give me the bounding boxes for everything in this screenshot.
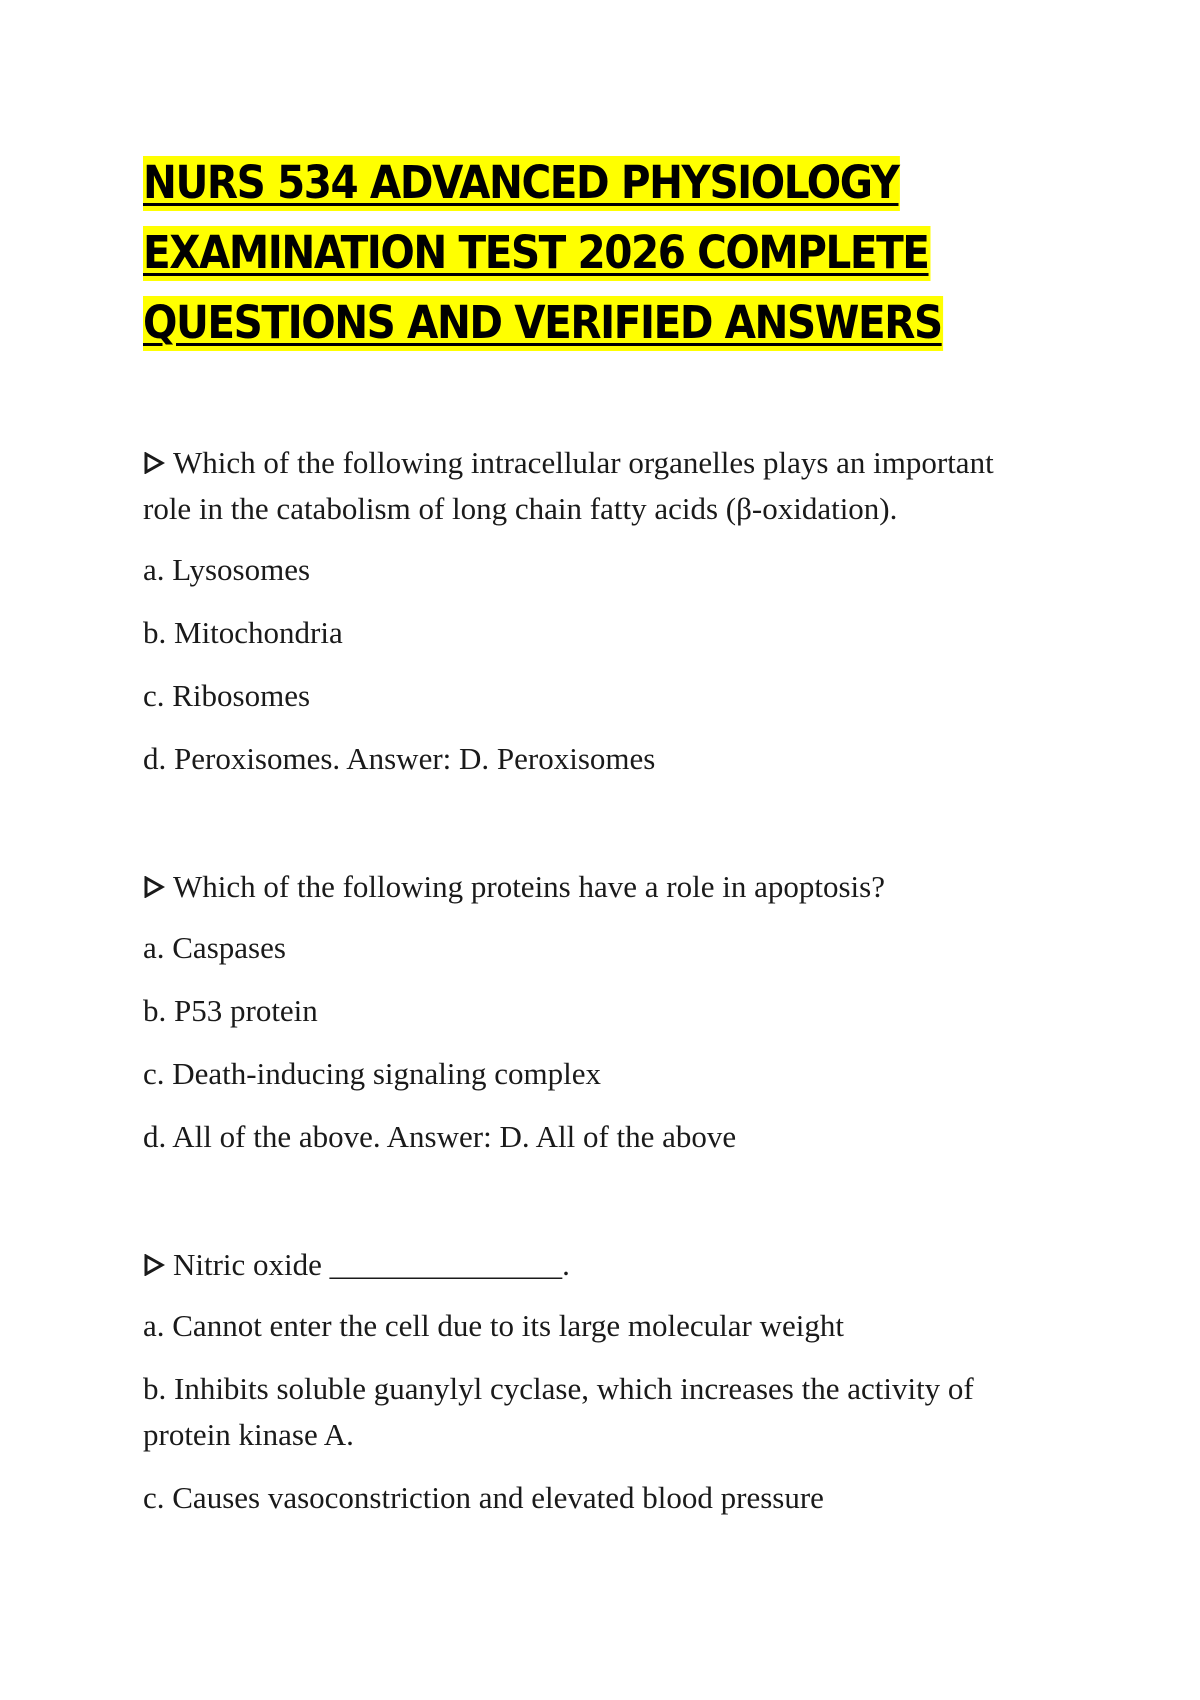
question-stem-text: Nitric oxide _______________. xyxy=(173,1247,570,1282)
answer-option: b. Inhibits soluble guanylyl cyclase, which increases the activity of protein kinase A. xyxy=(143,1371,974,1452)
title-line-2: EXAMINATION TEST 2026 COMPLETE xyxy=(143,226,929,279)
answer-option: d. Peroxisomes. Answer: D. Peroxisomes xyxy=(143,741,656,776)
document-title xyxy=(143,148,1007,358)
answer-option: a. Caspases xyxy=(143,930,286,965)
answer-option: c. Ribosomes xyxy=(143,678,311,713)
question-1 xyxy=(143,440,1043,782)
question-2 xyxy=(143,864,1043,1160)
question-stem xyxy=(143,864,1043,910)
question-stem-text: Which of the following proteins have a role in apoptosis? xyxy=(173,869,885,904)
play-outline-triangle-icon xyxy=(143,452,169,474)
answer-option: a. Cannot enter the cell due to its large molecular weight xyxy=(143,1308,844,1343)
question-stem xyxy=(143,1242,1043,1288)
question-stem xyxy=(143,440,1043,532)
answer-option: c. Death-inducing signaling complex xyxy=(143,1056,601,1091)
play-outline-triangle-icon xyxy=(143,876,169,898)
title-line-1: NURS 534 ADVANCED PHYSIOLOGY xyxy=(143,156,899,209)
question-3 xyxy=(143,1242,1043,1521)
question-list xyxy=(143,440,1043,1603)
answer-option: d. All of the above. Answer: D. All of the above xyxy=(143,1119,737,1154)
play-outline-triangle-icon xyxy=(143,1254,169,1276)
answer-option: c. Causes vasoconstriction and elevated blood pressure xyxy=(143,1480,824,1515)
answer-option: a. Lysosomes xyxy=(143,552,311,587)
answer-option: b. Mitochondria xyxy=(143,615,343,650)
answer-option: b. P53 protein xyxy=(143,993,318,1028)
title-line-3: QUESTIONS AND VERIFIED ANSWERS xyxy=(143,296,942,349)
question-stem-text: Which of the following intracellular organelles plays an important role in the catabolism of long chain fatty acids (β-oxidation). xyxy=(143,445,994,526)
